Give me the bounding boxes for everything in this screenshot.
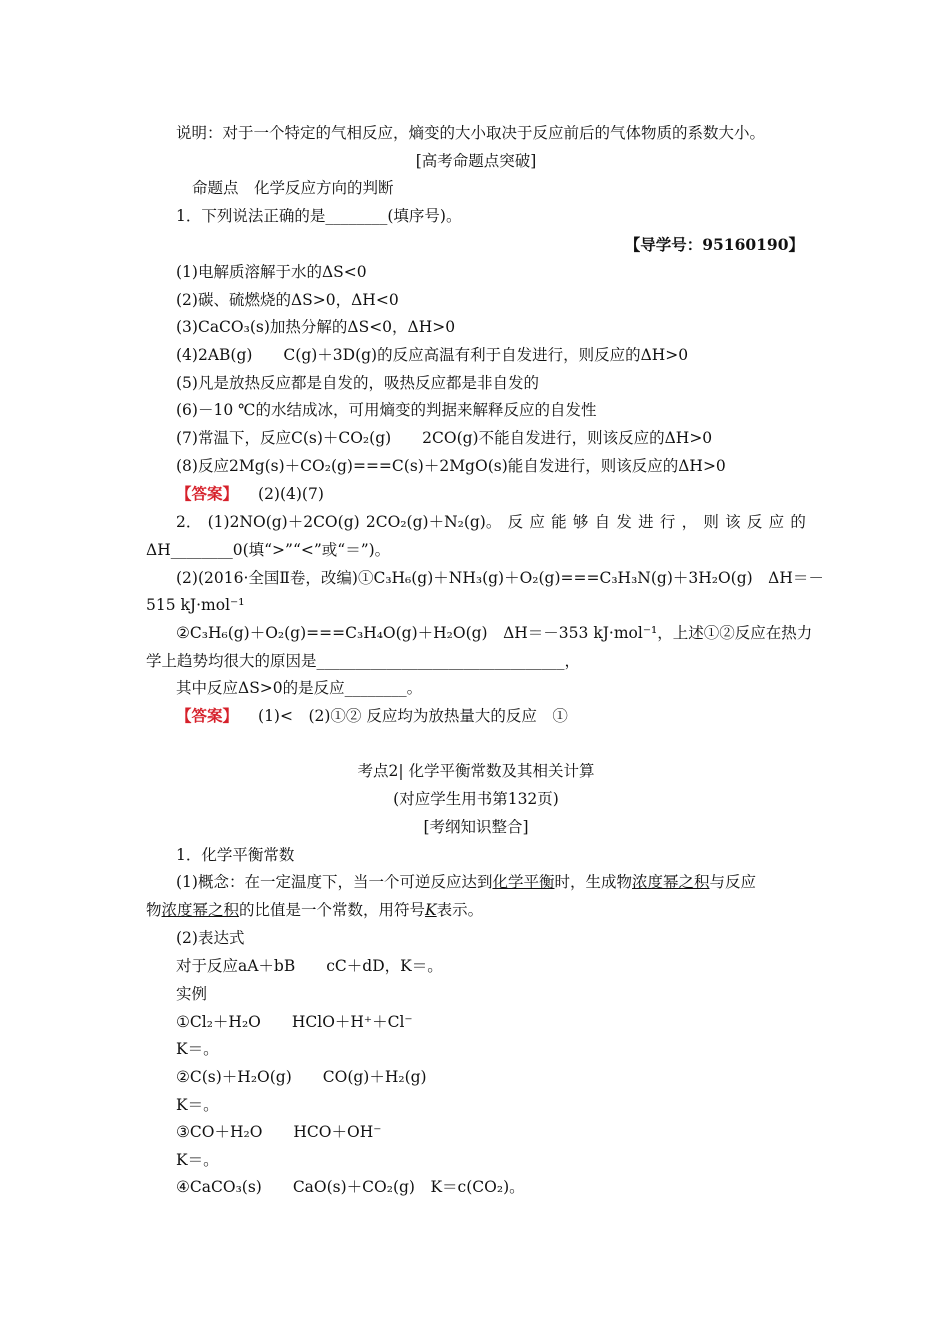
proposition-title: 命题点 化学反应方向的判断: [192, 179, 394, 197]
q1-option-3: (3)CaCO₃(s)加热分解的ΔS<0，ΔH>0: [176, 318, 456, 336]
answer-text: (2)(4)(7): [258, 485, 324, 503]
concept-text: (1)概念：在一定温度下，当一个可逆反应达到: [176, 873, 493, 891]
concept-text: 的比值是一个常数，用符号: [239, 901, 426, 919]
q2-char: 应: [529, 513, 545, 531]
question-2-part2-line-3: ②C₃H₆(g)＋O₂(g)===C₃H₄O(g)＋H₂O(g) ΔH＝－353 kJ·mol⁻¹，上述①②反应在热力: [176, 624, 813, 642]
answer-text: (1)< (2)①② 反应均为放热量大的反应 ①: [258, 707, 568, 725]
concept-text: 与反应: [709, 873, 757, 891]
note-text: 说明：对于一个特定的气相反应，熵变的大小取决于反应前后的气体物质的系数大小。: [176, 124, 766, 142]
q1-option-6: (6)－10 ℃的水结成冰，可用熵变的判据来解释反应的自发性: [176, 401, 597, 419]
q2-eq-left: (1)2NO(g)＋2CO(g): [207, 513, 360, 531]
q1-option-8: (8)反应2Mg(s)＋CO₂(g)===C(s)＋2MgO(s)能自发进行，则该反应的ΔH>0: [176, 457, 726, 475]
answer-label: 【答案】: [176, 706, 239, 725]
q2-char: 行: [659, 513, 676, 531]
q2-char: 反: [746, 513, 763, 531]
section-2-title: 考点2| 化学平衡常数及其相关计算: [357, 762, 595, 780]
q2-answer: [176, 705, 568, 727]
q1-option-7: (7)常温下，反应C(s)＋CO₂(g) 2CO(g)不能自发进行，则该反应的ΔH>0: [176, 429, 713, 447]
section-heading-breakthrough: [高考命题点突破]: [415, 152, 537, 170]
q2-eq-right: 2CO₂(g)＋N₂(g)。: [365, 513, 502, 531]
example-1-equation: ①Cl₂＋H₂O HClO＋H⁺＋Cl⁻: [176, 1013, 413, 1031]
question-1-stem: 1．下列说法正确的是________(填序号)。: [176, 207, 462, 225]
answer-label: 【答案】: [176, 484, 239, 503]
q2-char: ，: [681, 513, 698, 531]
expression-line: 对于反应aA＋bB cC＋dD，K＝。: [176, 957, 443, 975]
guide-number: 【导学号：95160190】: [624, 235, 804, 254]
section-2-reference: (对应学生用书第132页): [393, 790, 559, 808]
q2-char: 进: [638, 513, 654, 531]
example-2-equation: ②C(s)＋H₂O(g) CO(g)＋H₂(g): [176, 1068, 427, 1086]
question-2-part2-line-4: 学上趋势均很大的原因是________________________________，: [146, 652, 581, 670]
q2-char: 能: [551, 513, 567, 531]
example-4-equation: ④CaCO₃(s) CaO(s)＋CO₂(g) K＝c(CO₂)。: [176, 1178, 525, 1196]
concept-underlined-symbol: K: [425, 901, 437, 919]
q1-option-5: (5)凡是放热反应都是自发的，吸热反应都是非自发的: [176, 374, 539, 392]
concept-text: 物: [146, 901, 162, 919]
q1-answer: [176, 483, 324, 505]
expression-heading: (2)表达式: [176, 929, 245, 947]
concept-text: 时，生成物: [554, 873, 632, 891]
q2-num: 2．: [176, 513, 202, 531]
q2-char: 反: [507, 513, 524, 531]
q2-char: 自: [594, 513, 611, 531]
question-2-line-1: [176, 511, 806, 533]
example-3-equation: ③CO＋H₂O HCO＋OH⁻: [176, 1123, 382, 1141]
question-2-line-2: ΔH________0(填“>”“<”或“＝”)。: [146, 541, 391, 559]
question-2-part2-line-1: (2)(2016·全国Ⅱ卷，改编)①C₃H₆(g)＋NH₃(g)＋O₂(g)===C₃H₃N(g)＋3H₂O(g) ΔH＝－: [176, 569, 824, 587]
example-3-k: K＝。: [176, 1151, 219, 1169]
q1-option-4: (4)2AB(g) C(g)＋3D(g)的反应高温有利于自发进行，则反应的ΔH>0: [176, 346, 689, 364]
q1-option-2: (2)碳、硫燃烧的ΔS>0，ΔH<0: [176, 291, 399, 309]
q2-char: 该: [725, 513, 741, 531]
concept-underlined-term: 化学平衡: [492, 873, 555, 891]
example-1-k: K＝。: [176, 1040, 219, 1058]
q2-char: 应: [768, 513, 785, 531]
question-2-part2-line-5: 其中反应ΔS>0的是反应________。: [176, 679, 423, 697]
concept-underlined-term: 浓度幂之积: [632, 873, 710, 891]
section-2-subheading: [考纲知识整合]: [423, 818, 529, 836]
concept-line-1: [176, 871, 756, 893]
concept-text: 表示。: [436, 901, 484, 919]
q2-char: 的: [790, 513, 806, 531]
q2-char: 则: [703, 513, 719, 531]
q2-char: 发: [616, 513, 632, 531]
q1-option-1: (1)电解质溶解于水的ΔS<0: [176, 263, 367, 281]
q2-char: 够: [572, 513, 589, 531]
item-1-heading: 1．化学平衡常数: [176, 846, 295, 864]
concept-underlined-term: 浓度幂之积: [161, 901, 240, 919]
question-2-part2-line-2: 515 kJ·mol⁻¹: [146, 596, 245, 614]
example-heading: 实例: [176, 985, 208, 1003]
concept-line-2: [146, 899, 483, 921]
example-2-k: K＝。: [176, 1096, 219, 1114]
